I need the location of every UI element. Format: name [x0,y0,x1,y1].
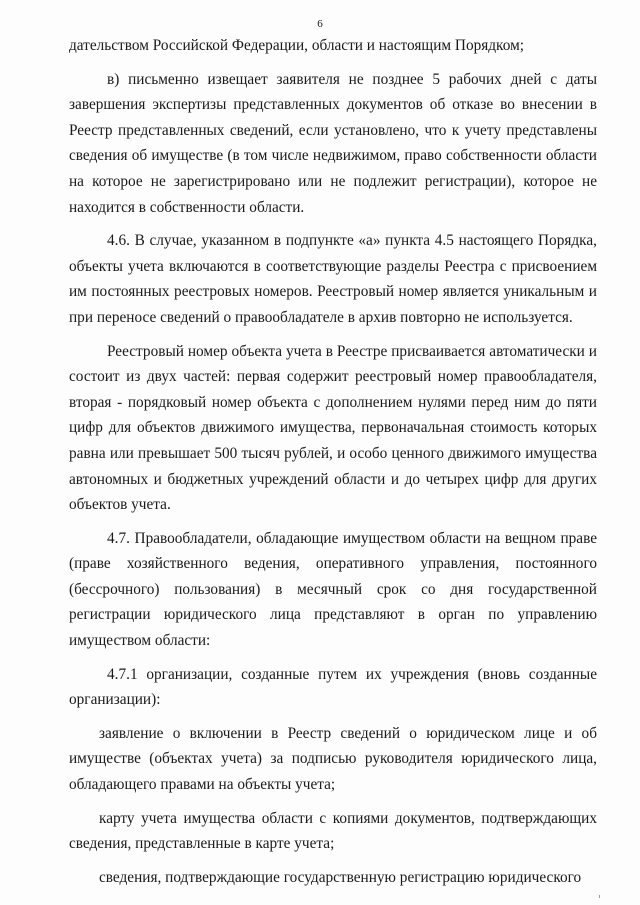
paragraph-item-v: в) письменно извещает заявителя не позднее 5 рабочих дней с даты завершения экспертизы представленных документов об отказе во внесении в Реестр представленных сведений, если установлено, что к учету представлены сведения об имуществе (в том числе недвижимом, право собственности области на которое не зарегистрировано или не подлежит регистрации), которое не находится в собственности области. [69,70,597,216]
page-number: 6 [317,18,323,30]
paragraph-application: заявление о включении в Реестр сведений о юридическом лице и об имуществе (объектах учета) за подписью руководителя юридического лица, обладающего правами на объекты учета; [69,724,597,794]
scan-speck [599,895,600,898]
paragraph-property-card: карту учета имущества области с копиями документов, подтверждающих сведения, представленные в карте учета; [69,809,597,853]
paragraph-registration-info: сведения, подтверждающие государственную регистрацию юридического [99,868,582,886]
paragraph-4-7-1: 4.7.1 организации, созданные путем их учреждения (вновь созданные организации): [69,665,597,709]
paragraph-4-6: 4.6. В случае, указанном в подпункте «а» пункта 4.5 настоящего Порядка, объекты учета включаются в соответствующие разделы Реестра с присвоением им постоянных реестровых номеров. Реестровый номер является уникальным и при переносе сведений о правообладателе в архив повторно не используется. [69,232,597,326]
document-body [69,33,597,890]
paragraph-4-7: 4.7. Правообладатели, обладающие имуществом области на вещном праве (праве хозяйственного ведения, оперативного управления, постоянного (бессрочного) пользования) в месячный срок со дня государственной регистрации юридического лица представляют в орган по управлению имуществом области: [69,529,597,650]
paragraph-continuation: дательством Российской Федерации, области и настоящим Порядком; [69,37,524,54]
paragraph-registry-number: Реестровый номер объекта учета в Реестре присваивается автоматически и состоит из двух частей: первая содержит реестровый номер правообладателя, вторая - порядковый номер объекта с дополнением нулями перед ним до пяти цифр для объектов движимого имущества, первоначальная стоимость которых равна или превышает 500 тысяч рублей, и особо ценного движимого имущества автономных и бюджетных учреждений области и до четырех цифр для других объектов учета. [69,342,597,514]
